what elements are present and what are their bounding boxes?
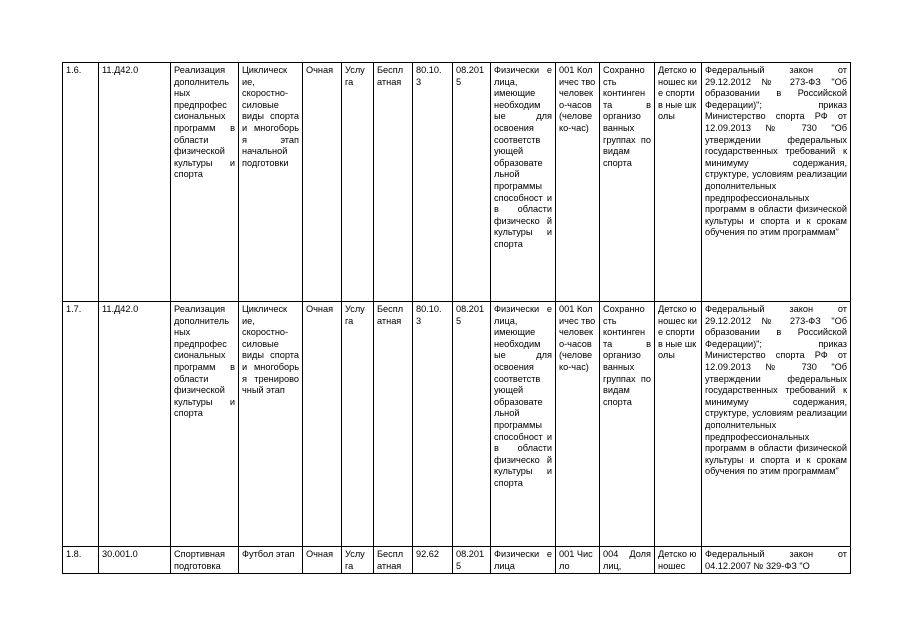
row-number: 1.7. <box>63 302 99 547</box>
okved-code: 80.10. 3 <box>413 63 453 302</box>
volume-indicator: 001 Количес тво человек о-часов (челове ко-час) <box>556 302 600 547</box>
volume-indicator: 001 Количес тво человек о-часов (челове ко-час) <box>556 63 600 302</box>
service-code: 11.Д42.0 <box>99 302 171 547</box>
service-code: 30.001.0 <box>99 547 171 574</box>
program-name: Реализация дополнитель ных предпрофес сиональных программ в области физической культуры и спорта <box>171 302 239 547</box>
payment-type: Беспл атная <box>374 63 413 302</box>
effective-date: 08.201 5 <box>453 63 491 302</box>
legal-basis: Федеральный закон от 29.12.2012 № 273-ФЗ "Об образовании в Российской Федерации)"; приказ Министерство спорта РФ от 12.09.2013 № 730 "Об утверждении федеральных государственных требований к минимуму содержания, структуре, условиям реализации дополнительных предпрофессиональных программ в области физической культуры и спорта и к срокам обучения по этим программам" <box>702 302 851 547</box>
table-row <box>63 547 851 574</box>
institution-type: Детско юношес кие спортив ные школы <box>655 63 702 302</box>
volume-indicator: 001 Число <box>556 547 600 574</box>
sport-type: Циклическ ие, скоростно- силовые виды спорта и многоборь я этап начальной подготовки <box>239 63 303 302</box>
institution-type: Детско юношес <box>655 547 702 574</box>
program-name: Спортивная подготовка <box>171 547 239 574</box>
service-type: Услу га <box>342 302 374 547</box>
okved-code: 92.62 <box>413 547 453 574</box>
quality-indicator: 004 Доля лиц, <box>600 547 655 574</box>
consumer-category: Физически е лица, имеющие необходим ые для освоения соответств ующей образовате льной программы способност и в области физическо й культуры и спорта <box>491 63 556 302</box>
row-number: 1.8. <box>63 547 99 574</box>
table-row <box>63 302 851 547</box>
payment-type: Беспл атная <box>374 302 413 547</box>
study-form: Очная <box>303 547 342 574</box>
quality-indicator: Сохранно сть континген та в организо ванных группах по видам спорта <box>600 63 655 302</box>
sport-type: Футбол этап <box>239 547 303 574</box>
quality-indicator: Сохранно сть континген та в организо ванных группах по видам спорта <box>600 302 655 547</box>
legal-basis: Федеральный закон от 04.12.2007 № 329-ФЗ "О <box>702 547 851 574</box>
okved-code: 80.10. 3 <box>413 302 453 547</box>
effective-date: 08.201 5 <box>453 302 491 547</box>
row-number: 1.6. <box>63 63 99 302</box>
service-type: Услу га <box>342 547 374 574</box>
services-registry-table <box>62 62 851 574</box>
consumer-category: Физически е лица <box>491 547 556 574</box>
sport-type: Циклическ ие, скоростно- силовые виды спорта и многоборь я тренирово чный этап <box>239 302 303 547</box>
effective-date: 08.201 5 <box>453 547 491 574</box>
study-form: Очная <box>303 302 342 547</box>
study-form: Очная <box>303 63 342 302</box>
service-type: Услу га <box>342 63 374 302</box>
payment-type: Беспл атная <box>374 547 413 574</box>
institution-type: Детско юношес кие спортив ные школы <box>655 302 702 547</box>
table-row <box>63 63 851 302</box>
program-name: Реализация дополнитель ных предпрофес сиональных программ в области физической культуры и спорта <box>171 63 239 302</box>
legal-basis: Федеральный закон от 29.12.2012 № 273-ФЗ "Об образовании в Российской Федерации)"; приказ Министерство спорта РФ от 12.09.2013 № 730 "Об утверждении федеральных государственных требований к минимуму содержания, структуре, условиям реализации дополнительных предпрофессиональных программ в области физической культуры и спорта и к срокам обучения по этим программам" <box>702 63 851 302</box>
consumer-category: Физически е лица, имеющие необходим ые для освоения соответств ующей образовате льной программы способност и в области физическо й культуры и спорта <box>491 302 556 547</box>
service-code: 11.Д42.0 <box>99 63 171 302</box>
